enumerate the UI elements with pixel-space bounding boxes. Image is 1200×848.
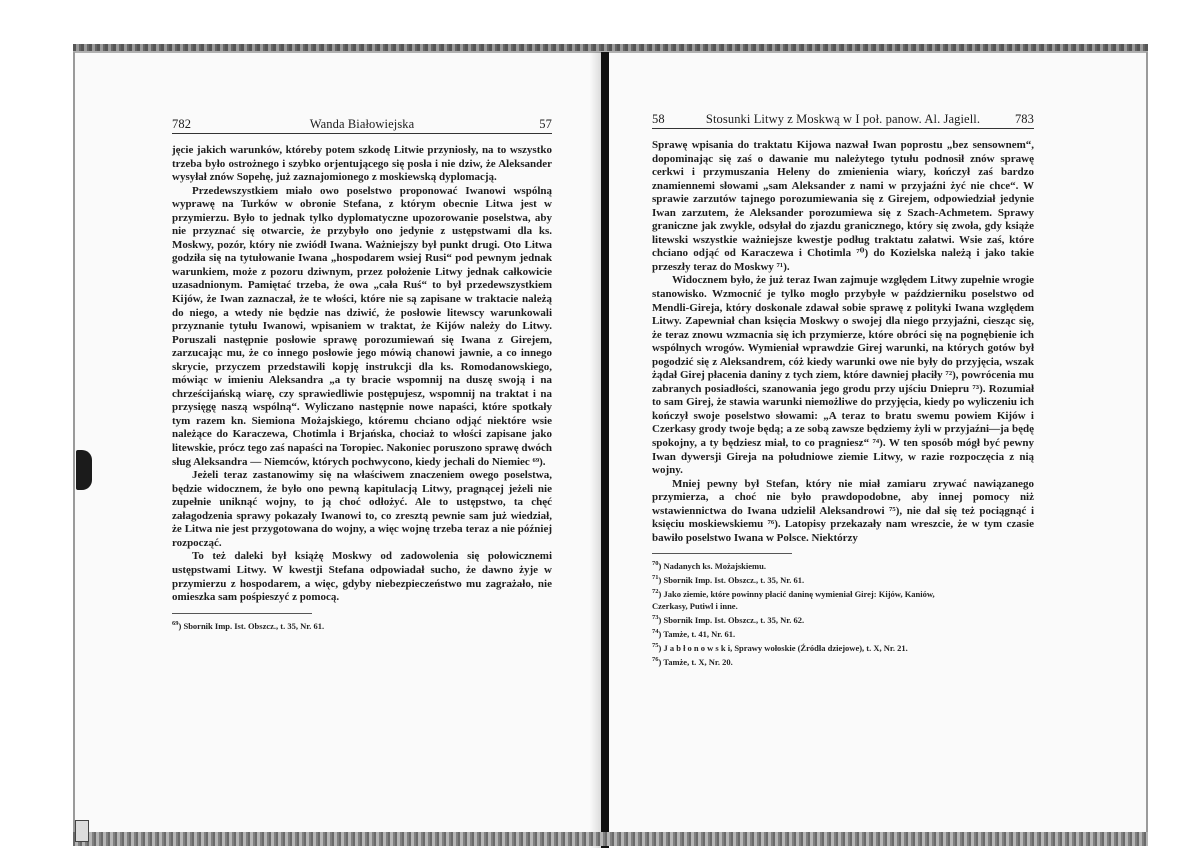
footnote-mark: 71 (652, 574, 659, 582)
footnote-mark: 75 (652, 641, 659, 649)
footnote-text: Sbornik Imp. Ist. Obszcz., t. 35, Nr. 62. (663, 614, 805, 625)
footnote: $^{74}$) Tamże, t. 41, Nr. 61. (652, 627, 736, 639)
footnote-mark: 74 (652, 627, 659, 635)
footnote: $^{75}$) J a b ł o n o w s k i, Sprawy wołoskie (Źródła dziejowe), t. X, Nr. 21. (652, 641, 908, 653)
left-footnotes (172, 618, 552, 632)
footnote: $^{76}$) Tamże, t. X, Nr. 20. (652, 655, 733, 667)
paragraph: Widocznem było, że już teraz Iwan zajmuje względem Litwy zupełnie wrogie stanowisko. Wzmocnić je tylko mogło przybyłe w październiku poselstwo od Mendli-Gireja, który doskonale zdawał sobie sprawę z polityki Iwana względem Litwy. Zapewniał chan księcia Moskwy o swojej dla niego przyjaźni, ciesząc się, że teraz znowu wzmacnia się ich przymierze, które obróci się na pognębienie ich wspólnych wrogów. Wymieniał wprawdzie Girej warunki, na których gotów był pogodzić się z Aleksandrem, cóż kiedy warunki owe nie były do przyjęcia, wszak żądał Girej płacenia daniny z tych ziem, które dawniej płaciły ⁷²), powrócenia mu zabranych posiadłości, szanowania jego grodu przy ujściu Dniepru ⁷³). Rozumiał to sam Girej, że stawia warunki niemożliwe do przyjęcia, kiedy po wyliczeniu ich kończył swoje poselstwo słowami: „A teraz to bratu swemu powiem Kijów i Czerkasy grody twoje będą; a ze sobą zawsze będziemy żyli w przyjaźni—ja będę spokojny, a ty będziesz miał, to co pragniesz“ ⁷⁴). W ten sposób mógł być pewny Iwan dywersji Gireja na południowe ziemie Litwy, w razie rozpoczęcia z nią wojny. (652, 274, 1034, 477)
right-body-text (652, 139, 1034, 545)
footnote-text: Tamże, t. X, Nr. 20. (663, 656, 733, 667)
footnote-rule (172, 613, 312, 614)
footnote-continuation (652, 601, 1034, 612)
paragraph: jęcie jakich warunków, któreby potem szkodę Litwie przyniosły, na to wszystko trzeba było ostrożnego i szybko orjentującego się posła i nie dziw, że Aleksander wysyłał znów Sopehę, już zaznajomionego z moskiewską dyplomacją. (172, 144, 552, 184)
scan-top-edge-line (73, 51, 1148, 53)
right-running-title: Stosunki Litwy z Moskwą w I poł. panow. Al. Jagiell. (705, 112, 981, 126)
footnote: $^{69}$) Sbornik Imp. Ist. Obszcz., t. 35, Nr. 61. (172, 619, 325, 631)
footnote-text: Jako ziemie, które powinny płacić daninę wymieniał Girej: Kijów, Kaniów, (663, 589, 935, 600)
left-article-page-number: 57 (539, 117, 552, 131)
footnote-mark: 76 (652, 655, 659, 663)
footnote-text: Czerkasy, Putiwl i inne. (652, 600, 738, 611)
footnote: $^{72}$) Jako ziemie, które powinny płacić daninę wymieniał Girej: Kijów, Kaniów, (652, 588, 935, 600)
footnote-rule (652, 553, 792, 554)
book-spine (601, 52, 609, 848)
left-running-title: Wanda Białowiejska (309, 117, 415, 131)
footnote-text: Sbornik Imp. Ist. Obszcz., t. 35, Nr. 61. (183, 620, 325, 631)
scan-left-edge (73, 52, 75, 832)
right-article-page-number: 58 (652, 112, 665, 126)
scan-right-edge (1146, 52, 1148, 832)
left-running-head (172, 113, 552, 134)
scan-bottom-edge (73, 832, 1148, 846)
footnote-text: Tamże, t. 41, Nr. 61. (663, 628, 736, 639)
left-page (172, 113, 552, 632)
paragraph: Sprawę wpisania do traktatu Kijowa nazwał Iwan poprostu „bez sensownem“, dopominając się zaś o dawanie mu należytego tytułu podnosił znów sprawę cerkwi i przymuszania Heleny do zmienienia wiary, kończył zaś bardzo znamiennemi słowami „sam Aleksander z nami w przyjaźni żyć nie chce“. W sprawie zarzutów tajnego porozumiewania się z Girejem, odpowiedział jedynie Iwan zarzutem, że Aleksander porozumiewa się z Szach-Achmetem. Sprawy graniczne jak zwykle, odsyłał do zjazdu granicznego, który się zwoła, gdy książe litewski wszystkie ważniejsze kwestje podług traktatu załatwi. Wsie zaś, które chciano odjąć od Karaczewa i Chotimla ⁷⁰) do Kozielska należą i jako takie przeszły teraz do Moskwy ⁷¹). (652, 139, 1034, 273)
right-running-head (652, 108, 1034, 129)
paragraph: To też daleki był książę Moskwy od zadowolenia się połowicznemi ustępstwami Litwy. W kwestji Stefana odpowiadał sucho, że dawno żyje w przymierzu z hospodarem, a więc, gdyby niebezpieczeństwo mu zagrażało, nie omieszka sam pośpieszyć z pomocą. (172, 550, 552, 604)
footnote-text: Nadanych ks. Możajskiemu. (663, 561, 766, 572)
binding-clip (75, 820, 89, 842)
right-page (652, 108, 1034, 668)
footnote-mark: 70 (652, 560, 659, 568)
paragraph: Jeżeli teraz zastanowimy się na właściwem znaczeniem owego poselstwa, będzie widocznem, że było ono pewną kapitulacją Litwy, pragnącej jeżeli nie zupełnie uniknąć wojny, to ją choć odłożyć. Ale to ustępstwo, ta chęć załagodzenia sprawy pokazały Iwanowi to, co zresztą pewnie sam już wiedział, że Litwa nie jest przygotowana do wojny, a więc wojnę trzeba teraz a nie później rozpocząć. (172, 469, 552, 549)
footnote-mark: 73 (652, 613, 659, 621)
scan-top-edge (73, 44, 1148, 51)
paragraph: Przedewszystkiem miało owo poselstwo proponować Iwanowi wspólną wyprawę na Turków w obronie Stefana, z którym obecnie Litwa jest w przymierzu. Było to jednak tylko dyplomatyczne upozorowanie poselstwa, aby nie przyznać się otwarcie, że przybyło ono jedynie z ustępstwami dla ks. Moskwy, pozór, który nie zwiódł Iwana. Ważniejszy był punkt drugi. Oto Litwa godziła się na tytułowanie Iwana „hospodarem wsiej Rusi“ pod pewnym jednak warunkiem, może z pozoru dziwnym, przez położenie Litwy jednak całkowicie uzasadnionym. Pamiętać trzeba, że owa „cała Ruś“ to był przedewszystkiem Kijów, że Iwan zaznaczał, że te włości, które nie są zapisane w traktacie należą do niego, a wtedy nie będzie nas dziwić, że posłowie litewscy warunkowali przyznanie tytułu Iwanowi, wpisaniem w traktat, że Kijów należy do Litwy. Poruszali następnie posłowie sprawę porozumiewań się Iwana z Girejem, zarzucając mu, że co innego posłowie jego mówią chanowi jawnie, a co innego skrycie, przyczem przedstawili kopję instrukcji dla ks. Romodanowskiego, mówiąc w imieniu Aleksandra „a ty bracie wspomnij na duszę swoją i na chrześcijańską wiarę, czy sprawiedliwie postępujesz, wspomnij na traktat i na przysięgę naszą wspólną“. Wyliczano następnie nowe napaści, które spotkały tym razem kn. Siemiona Możajskiego, któremu chciano odjąć niektóre wsie należące do Karaczewa, Chotimla i Brjańska, chociaż to włości zapisane jako litewskie, prócz tego zaś napaści na Toropiec. Nakoniec poruszono sprawę dwóch sług Aleksandra — Niemców, których pochwycono, kiedy jechali do Niemiec ⁶⁹). (172, 184, 552, 468)
paragraph: Mniej pewny był Stefan, który nie miał zamiaru zrywać nawiązanego przymierza, a choć nie było prawdopodobne, aby innej pomocy niż wstawiennictwa do Iwana udzielił Aleksandrowi ⁷⁵), nie dał się też pociągnąć i księciu moskiewskiemu ⁷⁶). Latopisy przekazały nam wreszcie, że w tym czasie bawiło poselstwo Iwana w Polsce. Niektórzy (652, 477, 1034, 544)
footnote: $^{70}$) Nadanych ks. Możajskiemu. (652, 560, 766, 572)
footnote: $^{71}$) Sbornik Imp. Ist. Obszcz., t. 35, Nr. 61. (652, 574, 805, 586)
right-journal-page-number: 783 (1014, 112, 1034, 126)
footnote-mark: 72 (652, 588, 659, 596)
margin-ink-blot (76, 450, 92, 490)
footnote: $^{73}$) Sbornik Imp. Ist. Obszcz., t. 35, Nr. 62. (652, 613, 805, 625)
footnote-mark: 69 (172, 619, 179, 627)
footnote-text: J a b ł o n o w s k i, Sprawy wołoskie (Źródła dziejowe), t. X, Nr. 21. (663, 642, 908, 653)
left-journal-page-number: 782 (172, 117, 192, 131)
footnote-text: Sbornik Imp. Ist. Obszcz., t. 35, Nr. 61. (663, 575, 805, 586)
spine-shadow (590, 52, 601, 848)
right-footnotes (652, 558, 1034, 667)
left-body-text (172, 144, 552, 605)
